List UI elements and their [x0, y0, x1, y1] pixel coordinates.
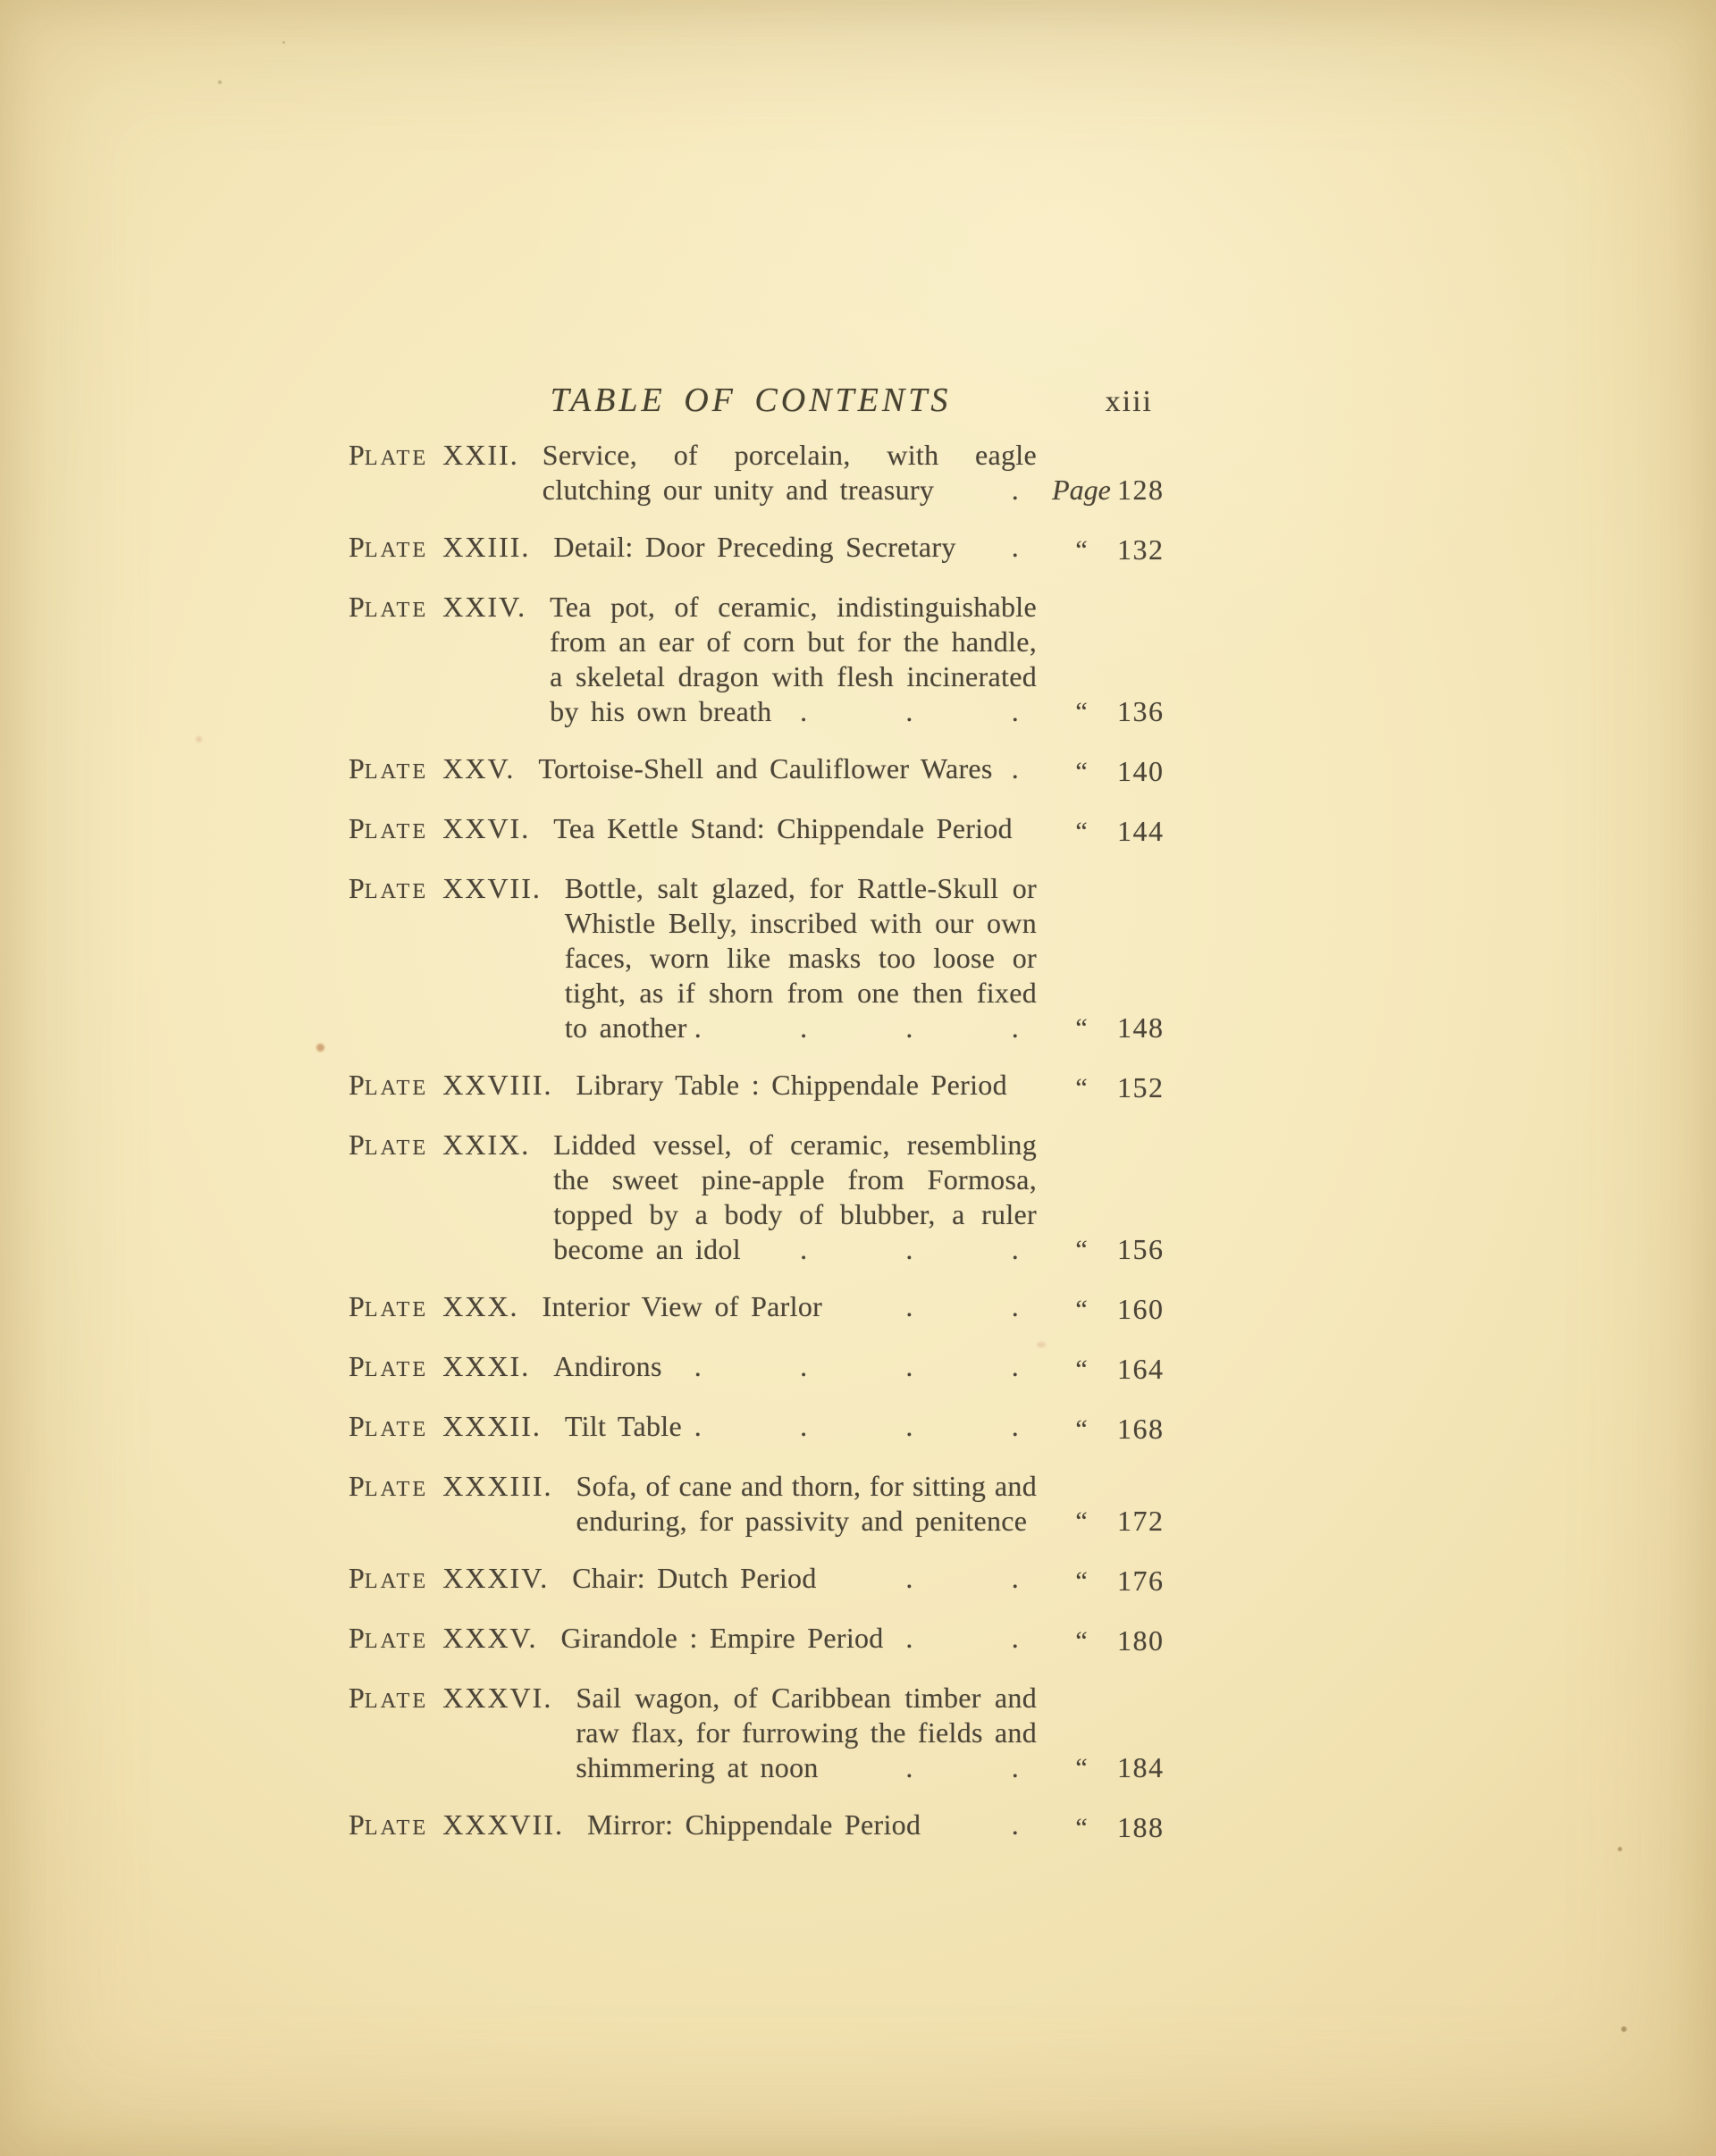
entry-line: faces, worn like masks too loose or [564, 942, 1037, 974]
page-number: 148 [1117, 1011, 1165, 1044]
entry-line: raw flax, for furrowing the fields and [576, 1716, 1037, 1749]
plate-label [349, 1349, 530, 1387]
leader-dot: . [905, 1562, 913, 1594]
entry-line: Sofa, of cane and thorn, for sitting and [576, 1470, 1037, 1502]
plate-word-smallcaps: LATE [364, 1297, 429, 1321]
toc-entry [349, 1128, 1198, 1267]
dot-leader [822, 1289, 1037, 1324]
leader-dot: . [800, 1350, 808, 1382]
entry-line [587, 1808, 1037, 1842]
entry-description [553, 530, 1046, 565]
plate-word: PLATE [349, 1470, 429, 1502]
ditto-mark: “ [1075, 1355, 1088, 1384]
entry-line [565, 1409, 1037, 1444]
entry-line-text: Chair: Dutch Period [572, 1562, 817, 1594]
entry-line [553, 530, 1037, 565]
plate-label [349, 590, 526, 627]
dot-leader [884, 1621, 1037, 1656]
plate-word: PLATE [349, 1290, 429, 1322]
plate-word-smallcaps: LATE [364, 1477, 429, 1501]
entry-description [587, 1808, 1046, 1842]
leader-dot: . [694, 1011, 702, 1044]
entry-line: topped by a body of blubber, a ruler [553, 1198, 1037, 1230]
leader-dot: . [800, 695, 808, 727]
dot-leader [687, 1011, 1037, 1045]
plate-numeral: XXIV. [442, 591, 527, 623]
paper-speck [196, 736, 202, 742]
entry-description [572, 1561, 1046, 1596]
page-number: 140 [1117, 755, 1165, 787]
entry-line-text: Tea Kettle Stand: Chippendale Period [553, 812, 1013, 844]
plate-numeral: XXIX. [442, 1128, 531, 1161]
plate-word: PLATE [349, 872, 429, 904]
entry-line-text: Girandole : Empire Period [560, 1622, 884, 1654]
plate-word-smallcaps: LATE [364, 446, 429, 470]
paper-speck [282, 41, 285, 44]
plate-word: PLATE [349, 1562, 429, 1594]
page-number: 128 [1117, 474, 1165, 506]
plate-word: PLATE [349, 591, 429, 623]
entry-line: tight, as if shorn from one then fixed [564, 977, 1037, 1009]
ditto-mark: “ [1075, 817, 1088, 846]
entry-line [543, 473, 1037, 508]
toc-entry [349, 1068, 1198, 1105]
entry-line-text: Mirror: Chippendale Period [586, 1808, 921, 1841]
plate-label [349, 1068, 553, 1105]
entry-description [550, 590, 1046, 729]
entry-description [543, 438, 1046, 508]
plate-word: PLATE [349, 1622, 429, 1654]
ditto-mark: “ [1075, 1626, 1088, 1656]
plate-label [349, 1681, 552, 1718]
ditto-mark: “ [1075, 1073, 1088, 1103]
plate-numeral: XXX. [442, 1290, 519, 1322]
leader-dot: . [905, 1290, 913, 1322]
plate-numeral: XXXVII. [442, 1808, 564, 1841]
leader-dot: . [1011, 1290, 1019, 1322]
entry-line-text: to another [564, 1011, 687, 1044]
page-number: 176 [1117, 1565, 1165, 1597]
ditto-mark: “ [1075, 1566, 1088, 1596]
toc-entry [349, 1561, 1198, 1598]
toc-entry [349, 1621, 1198, 1658]
entry-line: Service, of porcelain, with eagle [542, 439, 1037, 471]
leader-dot: . [905, 1350, 913, 1382]
entry-line [553, 1232, 1037, 1267]
entry-line-text: enduring, for passivity and penitence [576, 1505, 1028, 1537]
page-number: 156 [1117, 1233, 1165, 1265]
entry-line [572, 1561, 1037, 1596]
page-number: 188 [1117, 1811, 1165, 1843]
plate-word-smallcaps: LATE [364, 1357, 429, 1381]
dot-leader [682, 1409, 1037, 1444]
dot-leader [662, 1349, 1037, 1384]
page-number: 160 [1117, 1293, 1165, 1325]
leader-dot: . [1011, 1751, 1019, 1783]
paper-speck [316, 1044, 324, 1052]
toc-entry [349, 1349, 1198, 1387]
dot-leader [772, 694, 1037, 729]
dot-leader [934, 473, 1037, 508]
toc-entry [349, 1289, 1198, 1327]
plate-word: PLATE [349, 1682, 429, 1714]
leader-dot: . [1011, 1410, 1019, 1442]
plate-numeral: XXV. [442, 752, 516, 784]
entry-description [543, 1289, 1046, 1324]
entry-line [538, 751, 1037, 786]
leader-dot: . [694, 1350, 702, 1382]
paper-speck [218, 80, 222, 84]
toc-entry [349, 590, 1198, 729]
leader-dot: . [905, 695, 913, 727]
ditto-mark: “ [1075, 1414, 1088, 1444]
leader-dot: . [905, 1622, 913, 1654]
entry-line [576, 1750, 1037, 1785]
entry-description [565, 1409, 1046, 1444]
plate-label [349, 1621, 538, 1658]
plate-word: PLATE [349, 752, 429, 784]
entry-line: Sail wagon, of Caribbean timber and [576, 1682, 1037, 1714]
plate-word-smallcaps: LATE [364, 1417, 429, 1441]
leader-dot: . [800, 1011, 808, 1044]
plate-word-smallcaps: LATE [364, 879, 429, 903]
toc-entry [349, 1469, 1198, 1539]
page-number: 132 [1117, 533, 1165, 566]
entry-line [553, 811, 1037, 846]
leader-dot: . [1011, 531, 1019, 563]
plate-numeral: XXXIII. [442, 1470, 553, 1502]
entry-line-text: clutching our unity and treasury [542, 474, 935, 506]
page-number: 144 [1117, 815, 1165, 847]
plate-word-smallcaps: LATE [364, 759, 429, 784]
entry-line: Lidded vessel, of ceramic, resembling [553, 1128, 1037, 1161]
entry-description [553, 1128, 1046, 1267]
dot-leader [921, 1808, 1037, 1842]
page-number: 184 [1117, 1751, 1165, 1783]
plate-label [349, 1128, 530, 1165]
plate-numeral: XXIII. [442, 531, 531, 563]
paper-speck [1618, 1847, 1622, 1851]
plate-numeral: XXVI. [442, 812, 531, 844]
plate-word: PLATE [349, 1808, 429, 1841]
plate-label [349, 811, 530, 849]
leader-dot: . [1011, 1350, 1019, 1382]
leader-dot: . [1011, 752, 1019, 784]
page-number: 180 [1117, 1624, 1165, 1657]
toc-list [349, 438, 1198, 1845]
leader-dot: . [1011, 1233, 1019, 1265]
entry-line-text: by his own breath [550, 695, 772, 727]
toc-entry [349, 811, 1198, 849]
ditto-mark: “ [1075, 1506, 1088, 1536]
entry-line: Bottle, salt glazed, for Rattle-Skull or [564, 872, 1037, 904]
leader-dot: . [1011, 1622, 1019, 1654]
dot-leader [741, 1232, 1037, 1267]
entry-line: Whistle Belly, inscribed with our own [564, 907, 1037, 939]
leader-dot: . [905, 1751, 913, 1783]
ditto-mark: “ [1075, 757, 1088, 786]
entry-description [553, 1349, 1046, 1384]
leader-dot: . [1011, 695, 1019, 727]
toc-entry [349, 751, 1198, 789]
entry-line-text: Library Table : Chippendale Period [576, 1069, 1007, 1101]
plate-numeral: XXXV. [442, 1622, 538, 1654]
ditto-mark: “ [1075, 1813, 1088, 1842]
plate-numeral: XXVIII. [442, 1069, 553, 1101]
page-word: Page [1052, 474, 1111, 506]
plate-word-smallcaps: LATE [364, 538, 429, 562]
folio-page-number: xiii [1105, 385, 1153, 418]
entry-line [576, 1068, 1037, 1103]
toc-entry [349, 1808, 1198, 1845]
entry-line-text: shimmering at noon [576, 1751, 819, 1783]
entry-line [543, 1289, 1037, 1324]
ditto-mark: “ [1075, 1235, 1088, 1264]
toc-entry [349, 1409, 1198, 1447]
ditto-mark: “ [1075, 535, 1088, 565]
plate-word: PLATE [349, 439, 429, 471]
leader-dot: . [800, 1233, 808, 1265]
entry-line [550, 694, 1037, 729]
entry-description [565, 871, 1046, 1045]
page-number: 172 [1117, 1505, 1165, 1537]
plate-label [349, 1289, 519, 1327]
plate-word-smallcaps: LATE [364, 598, 429, 622]
plate-word: PLATE [349, 1128, 429, 1161]
plate-label [349, 1808, 564, 1845]
entry-description [561, 1621, 1046, 1656]
page-content [349, 379, 1198, 1867]
plate-word-smallcaps: LATE [364, 1569, 429, 1593]
entry-line-text: Interior View of Parlor [542, 1290, 823, 1322]
entry-line-text: Andirons [553, 1350, 662, 1382]
plate-numeral: XXVII. [442, 872, 542, 904]
entry-line: the sweet pine-apple from Formosa, [553, 1163, 1037, 1195]
plate-word: PLATE [349, 812, 429, 844]
plate-label [349, 1469, 553, 1506]
plate-word-smallcaps: LATE [364, 1816, 429, 1840]
entry-line: Tea pot, of ceramic, indistinguishable [550, 591, 1037, 623]
leader-dot: . [1011, 1808, 1019, 1841]
toc-entry [349, 438, 1198, 508]
toc-entry [349, 530, 1198, 567]
plate-numeral: XXXVI. [442, 1682, 553, 1714]
leader-dot: . [1011, 1562, 1019, 1594]
entry-line [565, 1011, 1037, 1045]
plate-numeral: XXXII. [442, 1410, 542, 1442]
plate-word-smallcaps: LATE [364, 1629, 429, 1653]
plate-numeral: XXXIV. [442, 1562, 550, 1594]
entry-line-text: Tortoise-Shell and Cauliflower Wares [538, 752, 993, 784]
ditto-mark: “ [1075, 1753, 1088, 1783]
dot-leader [817, 1561, 1037, 1596]
leader-dot: . [1011, 1011, 1019, 1044]
entry-description [576, 1469, 1046, 1539]
plate-word-smallcaps: LATE [364, 1076, 429, 1100]
plate-label [349, 438, 519, 475]
plate-word-smallcaps: LATE [364, 819, 429, 843]
plate-word: PLATE [349, 1410, 429, 1442]
toc-entry [349, 871, 1198, 1045]
leader-dot: . [905, 1233, 913, 1265]
plate-label [349, 751, 515, 789]
leader-dot: . [905, 1011, 913, 1044]
plate-label [349, 530, 530, 567]
plate-word-smallcaps: LATE [364, 1689, 429, 1713]
page-number: 136 [1117, 695, 1165, 727]
plate-word: PLATE [349, 1069, 429, 1101]
page-number: 152 [1117, 1071, 1165, 1103]
entry-line [553, 1349, 1037, 1384]
entry-line-text: Tilt Table [564, 1410, 682, 1442]
entry-line-text: Detail: Door Preceding Secretary [553, 531, 956, 563]
plate-label [349, 1561, 549, 1598]
entry-description [576, 1681, 1046, 1785]
entry-line: a skeletal dragon with flesh incinerated [550, 660, 1037, 692]
toc-entry [349, 1681, 1198, 1785]
leader-dot: . [905, 1410, 913, 1442]
dot-leader [819, 1750, 1037, 1785]
plate-label [349, 1409, 542, 1447]
entry-description [576, 1068, 1046, 1103]
entry-line: from an ear of corn but for the handle, [550, 625, 1037, 658]
page-number: 164 [1117, 1353, 1165, 1385]
entry-line-text: become an idol [553, 1233, 741, 1265]
plate-word: PLATE [349, 531, 429, 563]
plate-label [349, 871, 542, 909]
entry-line [561, 1621, 1037, 1656]
entry-line [576, 1504, 1037, 1539]
ditto-mark: “ [1075, 697, 1088, 726]
ditto-mark: “ [1075, 1013, 1088, 1043]
leader-dot: . [1011, 474, 1019, 506]
leader-dot: . [694, 1410, 702, 1442]
plate-word: PLATE [349, 1350, 429, 1382]
page-number: 168 [1117, 1413, 1165, 1445]
ditto-mark: “ [1075, 1295, 1088, 1324]
entry-description [538, 751, 1046, 786]
plate-numeral: XXII. [442, 439, 519, 471]
plate-numeral: XXXI. [442, 1350, 531, 1382]
paper-speck [1621, 2026, 1627, 2032]
dot-leader [993, 751, 1037, 786]
plate-word-smallcaps: LATE [364, 1136, 429, 1160]
page-header [349, 379, 1153, 422]
dot-leader [956, 530, 1037, 565]
page-title: TABLE OF CONTENTS [550, 382, 952, 419]
entry-description [553, 811, 1046, 846]
leader-dot: . [800, 1410, 808, 1442]
